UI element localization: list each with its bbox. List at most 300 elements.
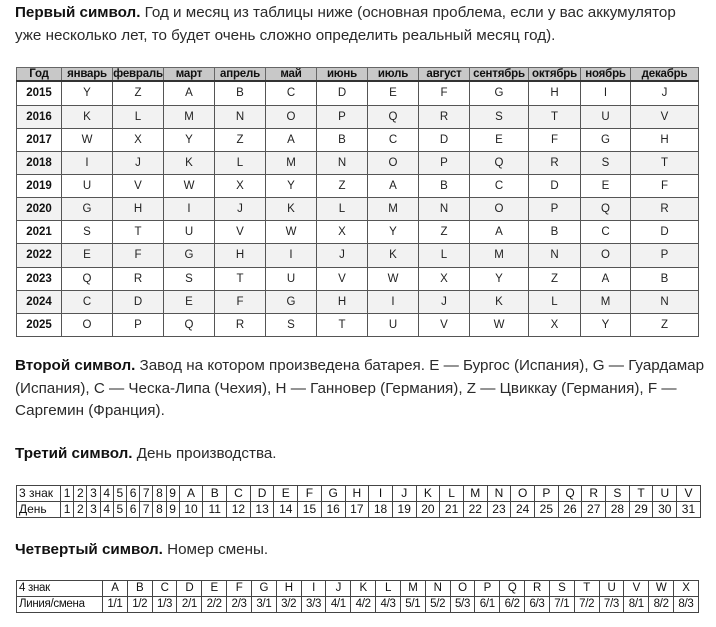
month-code-cell: D <box>419 128 470 151</box>
month-code-cell: I <box>581 81 631 105</box>
month-code-cell: Q <box>581 198 631 221</box>
month-code-cell: R <box>419 105 470 128</box>
month-code-cell: I <box>164 198 215 221</box>
month-code-cell: H <box>631 128 699 151</box>
table-row <box>17 81 699 105</box>
month-code-cell: R <box>215 313 266 336</box>
fourth-symbol-text: Номер смены. <box>162 541 269 558</box>
table-row <box>17 105 699 128</box>
table-row <box>17 290 699 313</box>
month-code-cell: F <box>215 290 266 313</box>
code-cell: 8 <box>153 486 166 502</box>
code-cell: F <box>298 486 322 502</box>
code-cell: U <box>599 581 624 597</box>
month-code-cell: N <box>631 290 699 313</box>
month-code-cell: J <box>215 198 266 221</box>
day-cell: 3 <box>87 502 100 518</box>
month-code-cell: Z <box>529 267 581 290</box>
first-symbol-text: Год и месяц из таблицы ниже (основная проблема, если у вас аккумулятор уже несколько лет, то будет очень сложно определить реальный месяц год). <box>15 4 676 44</box>
month-code-cell: W <box>368 267 419 290</box>
table-row <box>17 174 699 197</box>
month-code-cell: O <box>266 105 317 128</box>
month-code-cell: B <box>215 81 266 105</box>
year-cell: 2017 <box>17 128 62 151</box>
column-header: октябрь <box>529 68 581 82</box>
month-code-cell: A <box>266 128 317 151</box>
month-code-cell: Y <box>368 221 419 244</box>
code-cell: J <box>392 486 416 502</box>
code-cell: L <box>440 486 464 502</box>
code-cell: 4 <box>100 486 113 502</box>
code-cell: 6 <box>126 486 139 502</box>
shift-cell: 7/1 <box>549 597 574 613</box>
month-code-cell: L <box>215 151 266 174</box>
day-cell: 1 <box>61 502 74 518</box>
code-cell: E <box>202 581 227 597</box>
day-cell: 5 <box>113 502 126 518</box>
month-code-cell: C <box>368 128 419 151</box>
month-code-cell: T <box>113 221 164 244</box>
table-row <box>17 244 699 267</box>
month-code-cell: C <box>266 81 317 105</box>
day-cell: 19 <box>392 502 416 518</box>
shift-cell: 8/3 <box>674 597 699 613</box>
shift-cell: 7/3 <box>599 597 624 613</box>
month-code-cell: H <box>317 290 368 313</box>
month-code-cell: D <box>529 174 581 197</box>
day-table-code-row <box>17 486 701 502</box>
month-code-cell: O <box>62 313 113 336</box>
shift-cell: 6/2 <box>500 597 525 613</box>
day-table <box>16 485 701 518</box>
code-cell: A <box>103 581 128 597</box>
month-code-cell: D <box>631 221 699 244</box>
code-cell: Q <box>500 581 525 597</box>
month-code-cell: Z <box>317 174 368 197</box>
column-header: июнь <box>317 68 368 82</box>
month-code-cell: M <box>368 198 419 221</box>
row-label: 4 знак <box>17 581 103 597</box>
month-code-cell: P <box>529 198 581 221</box>
paragraph-fourth-symbol <box>15 539 705 562</box>
month-code-cell: X <box>215 174 266 197</box>
year-cell: 2022 <box>17 244 62 267</box>
month-code-cell: E <box>581 174 631 197</box>
column-header: август <box>419 68 470 82</box>
shift-cell: 1/1 <box>103 597 128 613</box>
month-code-cell: G <box>266 290 317 313</box>
code-cell: 3 <box>87 486 100 502</box>
month-code-cell: V <box>317 267 368 290</box>
code-cell: K <box>416 486 440 502</box>
paragraph-third-symbol <box>15 443 705 466</box>
month-code-cell: M <box>266 151 317 174</box>
month-code-cell: U <box>368 313 419 336</box>
month-code-cell: A <box>164 81 215 105</box>
code-cell: M <box>463 486 487 502</box>
month-code-cell: G <box>581 128 631 151</box>
day-cell: 31 <box>677 502 701 518</box>
month-code-cell: K <box>368 244 419 267</box>
fourth-symbol-title: Четвертый символ. <box>15 541 163 558</box>
month-code-cell: J <box>419 290 470 313</box>
month-code-cell: E <box>368 81 419 105</box>
day-cell: 26 <box>558 502 582 518</box>
month-code-cell: F <box>113 244 164 267</box>
code-cell: O <box>450 581 475 597</box>
month-code-cell: V <box>631 105 699 128</box>
day-cell: 7 <box>140 502 153 518</box>
day-cell: 24 <box>511 502 535 518</box>
month-code-cell: X <box>113 128 164 151</box>
code-cell: P <box>475 581 500 597</box>
code-cell: F <box>227 581 252 597</box>
month-code-cell: Y <box>266 174 317 197</box>
code-cell: R <box>525 581 550 597</box>
month-code-cell: Z <box>631 313 699 336</box>
month-code-cell: I <box>62 151 113 174</box>
month-code-cell: V <box>419 313 470 336</box>
column-header: июль <box>368 68 419 82</box>
code-cell: 5 <box>113 486 126 502</box>
month-code-cell: T <box>317 313 368 336</box>
month-code-cell: G <box>164 244 215 267</box>
code-cell: J <box>326 581 351 597</box>
day-cell: 8 <box>153 502 166 518</box>
month-code-cell: U <box>62 174 113 197</box>
month-code-cell: M <box>470 244 529 267</box>
month-code-cell: J <box>631 81 699 105</box>
day-cell: 22 <box>463 502 487 518</box>
column-header: январь <box>62 68 113 82</box>
day-cell: 20 <box>416 502 440 518</box>
month-code-cell: H <box>529 81 581 105</box>
code-cell: V <box>624 581 649 597</box>
month-code-cell: L <box>419 244 470 267</box>
month-code-cell: T <box>529 105 581 128</box>
month-code-cell: S <box>164 267 215 290</box>
code-cell: X <box>674 581 699 597</box>
table-row <box>17 128 699 151</box>
month-code-cell: V <box>113 174 164 197</box>
month-code-cell: N <box>215 105 266 128</box>
code-cell: A <box>179 486 203 502</box>
month-code-cell: W <box>62 128 113 151</box>
day-cell: 15 <box>298 502 322 518</box>
code-cell: 1 <box>61 486 74 502</box>
month-code-cell: Y <box>62 81 113 105</box>
month-code-cell: U <box>164 221 215 244</box>
third-symbol-text: День производства. <box>132 445 277 462</box>
code-cell: D <box>250 486 274 502</box>
month-code-cell: I <box>266 244 317 267</box>
first-symbol-title: Первый символ. <box>15 4 141 21</box>
code-cell: I <box>369 486 393 502</box>
shift-cell: 2/1 <box>177 597 202 613</box>
day-cell: 23 <box>487 502 511 518</box>
code-cell: K <box>351 581 376 597</box>
day-cell: 9 <box>166 502 179 518</box>
month-code-cell: S <box>266 313 317 336</box>
month-code-cell: R <box>529 151 581 174</box>
month-code-cell: F <box>419 81 470 105</box>
column-header: ноябрь <box>581 68 631 82</box>
month-code-cell: M <box>581 290 631 313</box>
shift-cell: 3/3 <box>301 597 326 613</box>
shift-cell: 7/2 <box>574 597 599 613</box>
day-cell: 17 <box>345 502 369 518</box>
year-cell: 2018 <box>17 151 62 174</box>
month-code-cell: F <box>631 174 699 197</box>
month-code-cell: X <box>419 267 470 290</box>
paragraph-second-symbol <box>15 355 705 423</box>
day-cell: 6 <box>126 502 139 518</box>
month-code-cell: P <box>631 244 699 267</box>
month-code-cell: Y <box>470 267 529 290</box>
month-code-cell: K <box>62 105 113 128</box>
month-code-cell: K <box>470 290 529 313</box>
month-code-cell: H <box>113 198 164 221</box>
month-code-cell: X <box>529 313 581 336</box>
shift-cell: 8/1 <box>624 597 649 613</box>
code-cell: 7 <box>140 486 153 502</box>
shift-cell: 5/3 <box>450 597 475 613</box>
shift-cell: 1/3 <box>152 597 177 613</box>
month-code-cell: P <box>317 105 368 128</box>
month-code-cell: L <box>113 105 164 128</box>
column-header: май <box>266 68 317 82</box>
month-code-cell: W <box>266 221 317 244</box>
year-cell: 2020 <box>17 198 62 221</box>
code-cell: D <box>177 581 202 597</box>
month-code-cell: G <box>62 198 113 221</box>
month-code-cell: B <box>529 221 581 244</box>
code-cell: P <box>535 486 559 502</box>
month-code-cell: Y <box>164 128 215 151</box>
month-code-cell: P <box>113 313 164 336</box>
month-code-cell: B <box>317 128 368 151</box>
month-code-cell: E <box>164 290 215 313</box>
table-row <box>17 313 699 336</box>
shift-cell: 3/2 <box>276 597 301 613</box>
month-code-cell: Q <box>164 313 215 336</box>
month-code-cell: I <box>368 290 419 313</box>
day-cell: 12 <box>227 502 251 518</box>
month-code-cell: B <box>419 174 470 197</box>
column-header: сентябрь <box>470 68 529 82</box>
month-code-cell: D <box>113 290 164 313</box>
second-symbol-text: Завод на котором произведена батарея. E — Бургос (Испания), G — Гуардамар (Испания), C — Ческа-Липа (Чехия), H — Ганновер (Германия), Z — Цвиккау (Германия), F — Саргемин (Франция). <box>15 357 705 419</box>
code-cell: G <box>321 486 345 502</box>
month-code-cell: J <box>317 244 368 267</box>
code-cell: E <box>274 486 298 502</box>
shift-cell: 4/2 <box>351 597 376 613</box>
day-cell: 11 <box>203 502 227 518</box>
code-cell: S <box>606 486 630 502</box>
day-cell: 21 <box>440 502 464 518</box>
code-cell: I <box>301 581 326 597</box>
month-code-cell: P <box>419 151 470 174</box>
code-cell: M <box>400 581 425 597</box>
code-cell: G <box>251 581 276 597</box>
month-code-cell: E <box>62 244 113 267</box>
month-code-cell: H <box>215 244 266 267</box>
code-cell: U <box>653 486 677 502</box>
month-code-cell: L <box>317 198 368 221</box>
code-cell: T <box>629 486 653 502</box>
code-cell: S <box>549 581 574 597</box>
month-code-cell: J <box>113 151 164 174</box>
code-cell: N <box>487 486 511 502</box>
month-code-cell: Q <box>62 267 113 290</box>
day-cell: 30 <box>653 502 677 518</box>
shift-cell: 5/2 <box>425 597 450 613</box>
day-table-day-row <box>17 502 701 518</box>
month-code-cell: S <box>581 151 631 174</box>
month-code-cell: C <box>62 290 113 313</box>
month-code-cell: L <box>529 290 581 313</box>
year-cell: 2019 <box>17 174 62 197</box>
month-code-cell: T <box>215 267 266 290</box>
day-cell: 29 <box>629 502 653 518</box>
year-table-header-row <box>17 68 699 82</box>
month-code-cell: R <box>113 267 164 290</box>
code-cell: T <box>574 581 599 597</box>
month-code-cell: N <box>419 198 470 221</box>
third-symbol-title: Третий символ. <box>15 445 133 462</box>
month-code-cell: O <box>368 151 419 174</box>
month-code-cell: Z <box>113 81 164 105</box>
day-cell: 4 <box>100 502 113 518</box>
month-code-cell: C <box>581 221 631 244</box>
month-code-cell: M <box>164 105 215 128</box>
month-code-cell: U <box>266 267 317 290</box>
month-code-cell: D <box>317 81 368 105</box>
month-code-cell: O <box>470 198 529 221</box>
column-header: март <box>164 68 215 82</box>
shift-cell: 6/3 <box>525 597 550 613</box>
month-code-cell: K <box>164 151 215 174</box>
shift-cell: 5/1 <box>400 597 425 613</box>
shift-cell: 1/2 <box>127 597 152 613</box>
shift-table-shift-row <box>17 597 699 613</box>
day-cell: 27 <box>582 502 606 518</box>
month-code-cell: S <box>62 221 113 244</box>
month-code-cell: O <box>581 244 631 267</box>
day-cell: 18 <box>369 502 393 518</box>
month-code-cell: T <box>631 151 699 174</box>
day-cell: 2 <box>74 502 87 518</box>
code-cell: L <box>376 581 401 597</box>
month-code-cell: Q <box>368 105 419 128</box>
shift-cell: 3/1 <box>251 597 276 613</box>
shift-table <box>16 580 699 613</box>
second-symbol-title: Второй символ. <box>15 357 136 374</box>
row-label: День <box>17 502 61 518</box>
row-label: 3 знак <box>17 486 61 502</box>
day-cell: 13 <box>250 502 274 518</box>
year-month-table <box>16 67 699 337</box>
table-row <box>17 221 699 244</box>
month-code-cell: W <box>164 174 215 197</box>
year-cell: 2015 <box>17 81 62 105</box>
month-code-cell: N <box>317 151 368 174</box>
code-cell: 2 <box>74 486 87 502</box>
code-cell: C <box>227 486 251 502</box>
column-header: февраль <box>113 68 163 80</box>
shift-cell: 2/3 <box>227 597 252 613</box>
day-cell: 25 <box>535 502 559 518</box>
month-code-cell: X <box>317 221 368 244</box>
month-code-cell: A <box>581 267 631 290</box>
year-cell: 2023 <box>17 267 62 290</box>
month-code-cell: R <box>631 198 699 221</box>
table-row <box>17 267 699 290</box>
month-code-cell: F <box>529 128 581 151</box>
code-cell: R <box>582 486 606 502</box>
month-code-cell: A <box>470 221 529 244</box>
year-cell: 2016 <box>17 105 62 128</box>
month-code-cell: Z <box>419 221 470 244</box>
month-code-cell: U <box>581 105 631 128</box>
year-cell: 2021 <box>17 221 62 244</box>
code-cell: V <box>677 486 701 502</box>
shift-cell: 6/1 <box>475 597 500 613</box>
year-cell: 2024 <box>17 290 62 313</box>
shift-cell: 2/2 <box>202 597 227 613</box>
code-cell: H <box>345 486 369 502</box>
paragraph-first-symbol <box>15 2 705 47</box>
day-cell: 10 <box>179 502 203 518</box>
month-code-cell: K <box>266 198 317 221</box>
month-code-cell: E <box>470 128 529 151</box>
table-row <box>17 151 699 174</box>
month-code-cell: B <box>631 267 699 290</box>
month-code-cell: Z <box>215 128 266 151</box>
code-cell: H <box>276 581 301 597</box>
code-cell: 9 <box>166 486 179 502</box>
month-code-cell: W <box>470 313 529 336</box>
month-code-cell: Q <box>470 151 529 174</box>
day-cell: 28 <box>606 502 630 518</box>
column-header: апрель <box>215 68 266 82</box>
code-cell: C <box>152 581 177 597</box>
code-cell: B <box>127 581 152 597</box>
day-cell: 16 <box>321 502 345 518</box>
table-row <box>17 198 699 221</box>
column-header: Год <box>17 68 62 82</box>
month-code-cell: Y <box>581 313 631 336</box>
shift-cell: 8/2 <box>649 597 674 613</box>
month-code-cell: S <box>470 105 529 128</box>
day-cell: 14 <box>274 502 298 518</box>
month-code-cell: A <box>368 174 419 197</box>
code-cell: N <box>425 581 450 597</box>
column-header: декабрь <box>631 68 699 82</box>
shift-cell: 4/3 <box>376 597 401 613</box>
shift-table-code-row <box>17 581 699 597</box>
month-code-cell: V <box>215 221 266 244</box>
shift-cell: 4/1 <box>326 597 351 613</box>
row-label: Линия/смена <box>17 597 103 613</box>
code-cell: O <box>511 486 535 502</box>
month-code-cell: G <box>470 81 529 105</box>
code-cell: W <box>649 581 674 597</box>
month-code-cell: N <box>529 244 581 267</box>
code-cell: Q <box>558 486 582 502</box>
code-cell: B <box>203 486 227 502</box>
month-code-cell: C <box>470 174 529 197</box>
